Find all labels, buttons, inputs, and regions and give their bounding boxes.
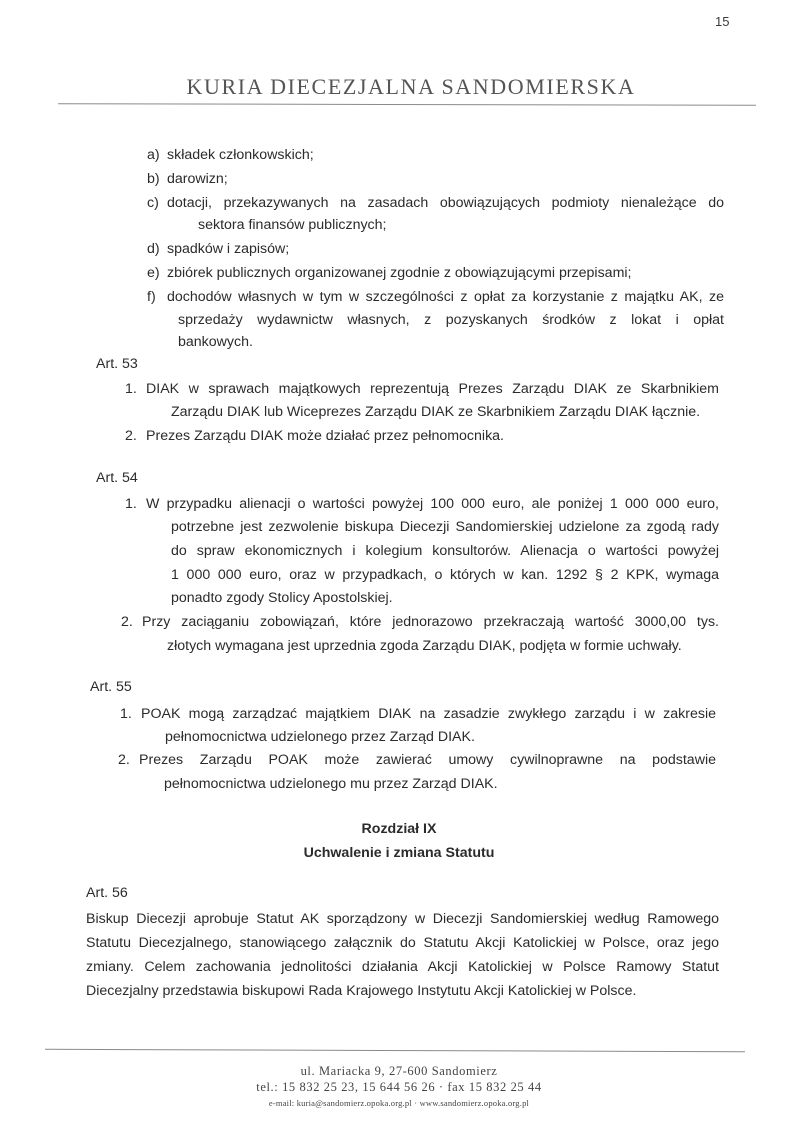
letterhead (0, 74, 798, 100)
article-heading: Art. 53 (96, 356, 138, 372)
article-heading: Art. 55 (90, 679, 132, 695)
chapter-subtitle: Uchwalenie i zmiana Statutu (303, 845, 495, 861)
article-heading: Art. 56 (86, 885, 128, 901)
article-54-item-2: 2. Przy zaciąganiu zobowiązań, które jednorazowo przekraczają wartość 3000,00 tys. (121, 614, 719, 630)
footer-divider (45, 1049, 745, 1052)
list-item-d: d) spadków i zapisów; (147, 241, 290, 257)
list-item-a: a) składek członkowskich; (147, 147, 314, 163)
header-divider (58, 103, 756, 105)
list-item-c-continuation: sektora finansów publicznych; (198, 217, 387, 233)
list-item-f: f) dochodów własnych w tym w szczególności z opłat za korzystanie z majątku AK, ze (147, 289, 724, 305)
chapter-title: Rozdział IX (361, 821, 437, 837)
footer-contact: e-mail: kuria@sandomierz.opoka.org.pl · www.sandomierz.opoka.org.pl (268, 1098, 530, 1108)
footer-phone: tel.: 15 832 25 23, 15 644 56 26 · fax 15 832 25 44 (256, 1080, 542, 1094)
page-number: 15 (715, 14, 730, 29)
article-55-item-1: 1. POAK mogą zarządzać majątkiem DIAK na zasadzie zwykłego zarządu i w zakresie (120, 706, 716, 722)
article-54-item-1: 1. W przypadku alienacji o wartości powyżej 100 000 euro, ale poniżej 1 000 000 euro, (125, 496, 719, 512)
list-item-f-continuation: bankowych. (178, 334, 253, 350)
article-54-item-1-continuation: 1 000 000 euro, oraz w przypadkach, o których w kan. 1292 § 2 KPK, wymaga (171, 567, 719, 583)
article-heading: Art. 54 (96, 470, 138, 486)
article-53-item-1-continuation: Zarządu DIAK lub Wiceprezes Zarządu DIAK ze Skarbnikiem Zarządu DIAK łącznie. (171, 404, 701, 420)
article-54-item-1-continuation: potrzebne jest zezwolenie biskupa Diecezji Sandomierskiej udzielone za zgodą rady (171, 519, 719, 535)
list-item-f-continuation: sprzedaży wydawnictw własnych, z pozyskanych środków z lokat i opłat (178, 312, 724, 328)
footer-address: ul. Mariacka 9, 27-600 Sandomierz (300, 1064, 498, 1078)
article-56-paragraph-line: Biskup Diecezji aprobuje Statut AK sporządzony w Diecezji Sandomierskiej według Ramowego (86, 911, 719, 927)
list-item-c: c) dotacji, przekazywanych na zasadach obowiązujących podmioty nienależące do (147, 195, 724, 211)
letterhead-title: KURIA DIECEZJALNA SANDOMIERSKA (186, 74, 636, 99)
list-item-e: e) zbiórek publicznych organizowanej zgodnie z obowiązującymi przepisami; (147, 265, 632, 281)
article-55-item-1-continuation: pełnomocnictwa udzielonego przez Zarząd DIAK. (165, 729, 475, 745)
article-53-item-1: 1. DIAK w sprawach majątkowych reprezentują Prezes Zarządu DIAK ze Skarbnikiem (125, 381, 719, 397)
article-54-item-1-continuation: ponadto zgody Stolicy Apostolskiej. (171, 590, 393, 606)
list-item-b: b) darowizn; (147, 171, 228, 187)
article-56-paragraph-line: Statutu Diecezjalnego, stanowiącego załącznik do Statutu Akcji Katolickiej w Polsce, oraz jego (86, 935, 719, 951)
article-56-paragraph-line: zmiany. Celem zachowania jednolitości działania Akcji Katolickiej w Polsce Ramowy Statut (86, 959, 719, 975)
article-54-item-1-continuation: do spraw ekonomicznych i kolegium konsultorów. Alienacja o wartości powyżej (171, 543, 719, 559)
article-53-item-2: 2. Prezes Zarządu DIAK może działać przez pełnomocnika. (125, 428, 504, 444)
article-56-paragraph-line: Diecezjalny przedstawia biskupowi Rada Krajowego Instytutu Akcji Katolickiej w Polsce. (86, 983, 637, 999)
article-54-item-2-continuation: złotych wymagana jest uprzednia zgoda Zarządu DIAK, podjęta w formie uchwały. (167, 638, 682, 654)
article-55-item-2-continuation: pełnomocnictwa udzielonego mu przez Zarząd DIAK. (164, 776, 498, 792)
article-55-item-2: 2. Prezes Zarządu POAK może zawierać umowy cywilnoprawne na podstawie (118, 752, 716, 768)
